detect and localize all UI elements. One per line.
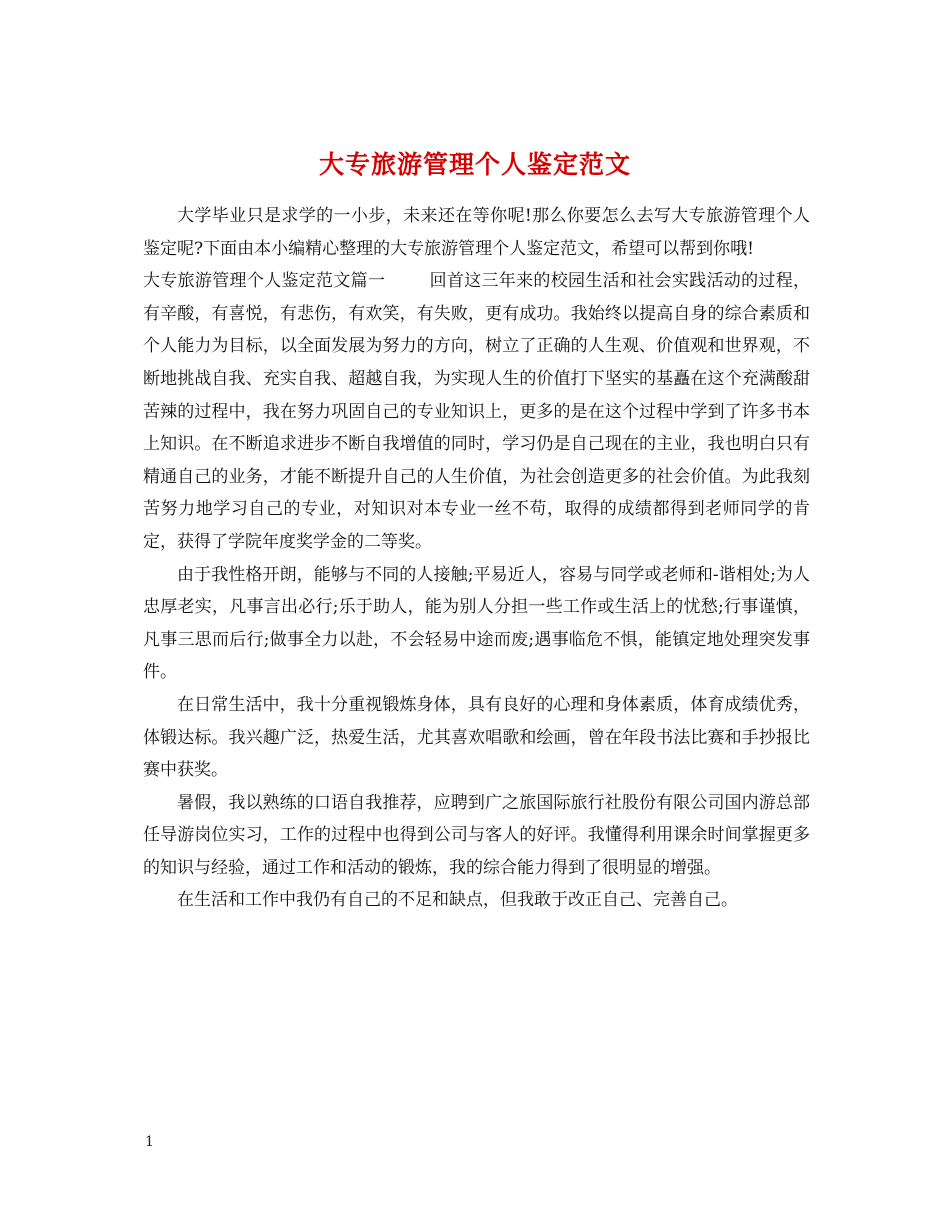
paragraph-text-1: 回首这三年来的校园生活和社会实践活动的过程，有辛酸，有喜悦，有悲伤，有欢笑，有失败，更有成功。我始终以提高自身的综合素质和个人能力为目标，以全面发展为努力的方向，树立了正确的人生观、价值观和世界观，不断地挑战自我、充实自我、超越自我，为实现人生的价值打下坚实的基矗在这个充满酸甜苦辣的过程中，我在努力巩固自己的专业知识上，更多的是在这个过程中学到了许多书本上知识。在不断追求进步不断自我增值的同时，学习仍是自己现在的主业，我也明白只有精通自己的业务，才能不断提升自己的人生价值，为社会创造更多的社会价值。为此我刻苦努力地学习自己的专业，对知识对本专业一丝不苟，取得的成绩都得到老师同学的肯定，获得了学院年度奖学金的二等奖。 [143,271,811,552]
paragraph-2: 由于我性格开朗，能够与不同的人接触;平易近人，容易与同学或老师和-谐相处;为人忠厚老实，凡事言出必行;乐于助人，能为别人分担一些工作或生活上的忧愁;行事谨慎，凡事三思而后行;做事全力以赴，不会轻易中途而废;遇事临危不惧，能镇定地处理突发事件。 [143,564,810,683]
intro-paragraph: 大学毕业只是求学的一小步，未来还在等你呢!那么你要怎么去写大专旅游管理个人鉴定呢?下面由本小编精心整理的大专旅游管理个人鉴定范文，希望可以帮到你哦! [143,206,810,259]
paragraph-5: 在生活和工作中我仍有自己的不足和缺点，但我敢于改正自己、完善自己。 [177,890,738,911]
page-title: 大专旅游管理个人鉴定范文 [318,149,631,179]
page-number: 1 [145,1134,154,1150]
section-heading: 大专旅游管理个人鉴定范文篇一 [143,271,386,292]
section-paragraph-1 [143,265,810,558]
paragraph-4: 暑假，我以熟练的口语自我推荐，应聘到广之旅国际旅行社股份有限公司国内游总部任导游岗位实习，工作的过程中也得到公司与客人的好评。我懂得利用课余时间掌握更多的知识与经验，通过工作和活动的锻炼，我的综合能力得到了很明显的增强。 [143,792,810,878]
document-body [143,200,810,917]
paragraph-3: 在日常生活中，我十分重视锻炼身体，具有良好的心理和身体素质，体育成绩优秀，体锻达标。我兴趣广泛，热爱生活，尤其喜欢唱歌和绘画，曾在年段书法比赛和手抄报比赛中获奖。 [143,694,810,781]
